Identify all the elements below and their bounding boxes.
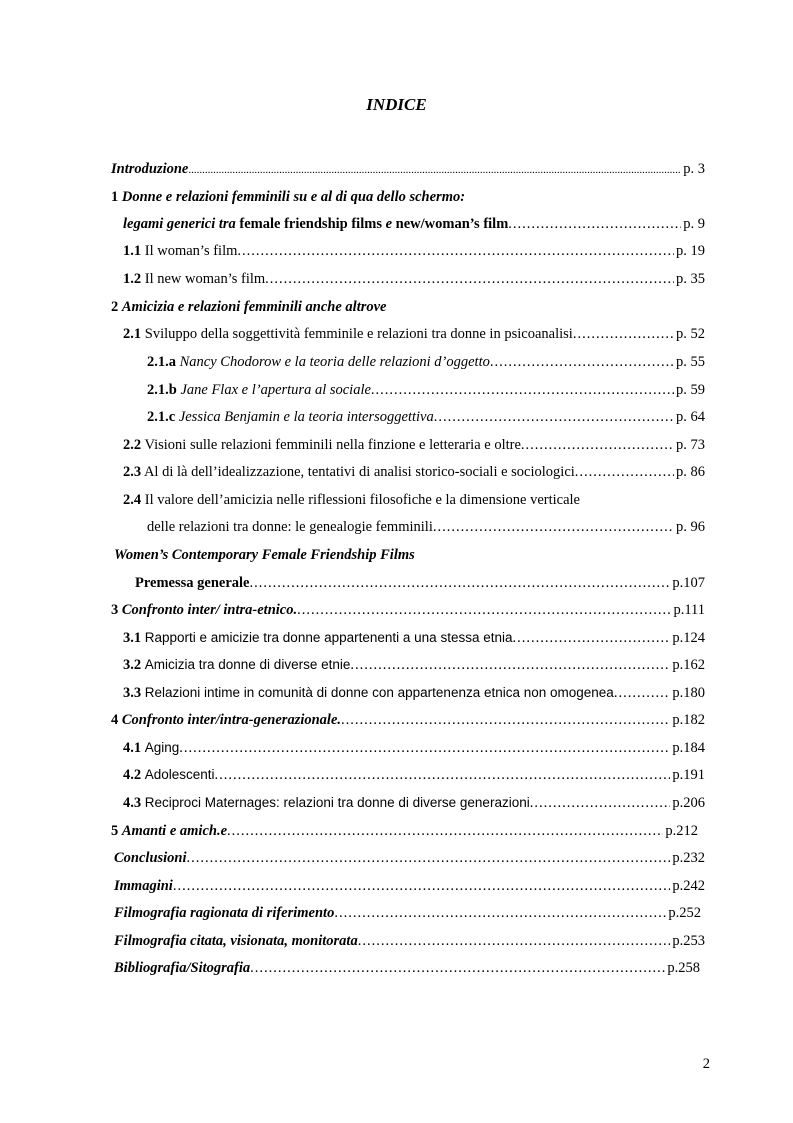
toc-entry-conclusioni[interactable] [114,848,705,868]
toc-entry-label: Nancy Chodorow e la teoria delle relazioni d’oggetto [179,354,490,370]
toc-leader-dots [512,628,670,648]
toc-chapter-1-heading [111,187,465,207]
toc-page-number: p.242 [672,878,705,894]
toc-page-number: p. 64 [676,409,705,425]
toc-leader-dots [187,848,671,868]
toc-entry-filmografia-citata[interactable] [114,931,705,951]
toc-entry-label: Aging [144,740,180,755]
toc-entry-label: Introduzione [111,161,189,177]
toc-leader-dots [188,160,681,180]
toc-entry-3-2[interactable] [123,655,705,675]
toc-entry-4-2[interactable] [123,765,705,785]
toc-page-number: p.180 [672,685,705,701]
toc-entry-1-2[interactable] [123,269,705,289]
toc-entry-4-3[interactable] [123,793,705,813]
toc-section-number: 1.1 [123,243,142,259]
toc-page-number: p.182 [672,712,705,728]
toc-leader-dots [508,214,681,234]
toc-leader-dots [350,655,670,675]
toc-section-number: 4.3 [123,795,142,811]
toc-page-number: p. 52 [676,326,705,342]
toc-leader-dots [215,765,671,785]
toc-section-number: 2.1.b [147,382,177,398]
toc-entry-chapter-3[interactable] [111,600,705,620]
toc-page-number: p.184 [672,740,705,756]
toc-entry-2-1-b[interactable] [147,380,705,400]
toc-entry-label: Sviluppo della soggettività femminile e relazioni tra donne in psicoanalisi [144,326,573,342]
page-number: 2 [702,1056,710,1072]
toc-section-number: 1.2 [123,271,142,287]
toc-page-number: p.212 [665,823,698,839]
toc-leader-dots [179,738,670,758]
toc-section-number: 2.1 [123,326,142,342]
toc-entry-2-3[interactable] [123,462,705,482]
toc-leader-dots [521,435,674,455]
toc-section-number: 3.2 [123,657,142,673]
toc-page-number: p.232 [672,850,705,866]
toc-entry-introduzione[interactable] [111,159,705,179]
toc-entry-label: Il valore dell’amicizia nelle riflessioni filosofiche e la dimensione verticale [144,492,580,508]
toc-chapter-number: 1 [111,189,119,205]
toc-page-number: p.206 [672,795,705,811]
toc-page-number: p. 19 [676,243,705,259]
toc-entry-label: Filmografia ragionata di riferimento [114,905,335,921]
toc-chapter-2-heading [111,297,387,317]
toc-leader-dots [237,241,674,261]
toc-page-number: p.124 [672,630,705,646]
toc-entry-label: Il woman’s film [144,243,238,259]
toc-entry-chapter-1[interactable] [123,214,705,234]
toc-chapter-title: Donne e relazioni femminili su e al di qua dello schermo: [121,189,466,205]
toc-chapter-number: 5 [111,823,119,839]
toc-leader-dots [297,600,671,620]
toc-entry-label: Amanti e amich.e [121,823,227,839]
toc-entry-3-3[interactable] [123,683,705,703]
toc-leader-dots [341,710,670,730]
toc-entry-label: Confronto inter/ intra-etnico. [121,602,298,618]
toc-entry-1-1[interactable] [123,241,705,261]
toc-chapter-title: Amicizia e relazioni femminili anche altrove [121,299,387,315]
toc-section-number: 2.3 [123,464,142,480]
toc-part-heading [114,545,415,565]
toc-entry-label: Jessica Benjamin e la teoria intersoggettiva [178,409,434,425]
toc-chapter-number: 3 [111,602,119,618]
toc-page-number: p. 35 [676,271,705,287]
toc-entry-label: Al di là dell’idealizzazione, tentativi di analisi storico-sociali e sociologici [143,464,575,480]
toc-page-number: p. 86 [676,464,705,480]
toc-page-number: p. 9 [683,216,705,232]
toc-page-number: p.107 [672,575,705,591]
toc-entry-2-4[interactable] [147,517,705,537]
toc-entry-label: Conclusioni [114,850,187,866]
toc-entry-label: Immagini [114,878,173,894]
toc-entry-2-4-line1 [123,490,580,510]
toc-leader-dots [614,683,671,703]
toc-entry-4-1[interactable] [123,738,705,758]
toc-leader-dots [227,821,663,841]
toc-entry-premessa[interactable] [135,573,705,593]
toc-entry-2-1-c[interactable] [147,407,705,427]
toc-leader-dots [490,352,674,372]
toc-entry-label: legami generici tra female friendship films e new/woman’s film [123,216,509,232]
toc-page-number: p. 59 [676,382,705,398]
toc-page-number: p. 55 [676,354,705,370]
toc-section-number: 2.2 [123,437,142,453]
toc-chapter-number: 2 [111,299,119,315]
toc-entry-label: Premessa generale [135,575,250,591]
toc-entry-label: Jane Flax e l’apertura al sociale [180,382,371,398]
toc-page-number: p.253 [672,933,705,949]
toc-entry-label: Amicizia tra donne di diverse etnie [144,657,351,672]
toc-leader-dots [573,324,674,344]
toc-entry-filmografia-ragionata[interactable] [114,903,701,923]
toc-entry-chapter-5[interactable] [111,821,698,841]
toc-leader-dots [358,931,671,951]
toc-entry-chapter-4[interactable] [111,710,705,730]
toc-entry-label: Filmografia citata, visionata, monitorata [114,933,358,949]
toc-section-number: 3.1 [123,630,142,646]
toc-leader-dots [173,876,671,896]
toc-entry-immagini[interactable] [114,876,705,896]
toc-leader-dots [434,407,674,427]
toc-entry-3-1[interactable] [123,628,705,648]
toc-page-number: p.162 [672,657,705,673]
toc-leader-dots [265,269,674,289]
toc-leader-dots [371,380,674,400]
toc-page-number: p.252 [668,905,701,921]
toc-entry-2-2[interactable] [123,435,705,455]
toc-page-number: p.111 [673,602,705,618]
toc-section-number: 2.1.a [147,354,176,370]
toc-chapter-number: 4 [111,712,119,728]
toc-page-number: p. 3 [683,161,705,177]
toc-leader-dots [530,793,671,813]
toc-section-number: 2.4 [123,492,142,508]
toc-entry-2-1-a[interactable] [147,352,705,372]
toc-page-number: p. 73 [676,437,705,453]
toc-page-number: p.191 [672,767,705,783]
toc-leader-dots [433,517,674,537]
toc-entry-label: Il new woman’s film [144,271,266,287]
toc-entry-label: Bibliografia/Sitografia [114,960,251,976]
toc-section-number: 4.2 [123,767,142,783]
toc-section-number: 3.3 [123,685,142,701]
toc-entry-label: Rapporti e amicizie tra donne appartenenti a una stessa etnia [144,630,513,645]
toc-leader-dots [575,462,674,482]
page-title: INDICE [366,95,427,114]
toc-entry-2-1[interactable] [123,324,705,344]
toc-entry-label: Reciproci Maternages: relazioni tra donne di diverse generazioni [144,795,530,810]
toc-part-title: Women’s Contemporary Female Friendship Films [114,547,415,563]
toc-entry-label: Relazioni intime in comunità di donne con appartenenza etnica non omogenea [144,685,614,700]
toc-entry-label: Visioni sulle relazioni femminili nella finzione e letteraria e oltre [144,437,521,453]
toc-section-number: 4.1 [123,740,142,756]
toc-leader-dots [249,573,670,593]
toc-page-number: p.258 [667,960,700,976]
toc-section-number: 2.1.c [147,409,176,425]
toc-page-number: p. 96 [676,519,705,535]
toc-entry-bibliografia[interactable] [114,958,700,978]
toc-entry-label: Adolescenti [144,767,215,782]
toc-entry-label: delle relazioni tra donne: le genealogie femminili [147,519,433,535]
toc-leader-dots [250,958,665,978]
toc-leader-dots [334,903,666,923]
toc-entry-label: Confronto inter/intra-generazionale. [121,712,342,728]
